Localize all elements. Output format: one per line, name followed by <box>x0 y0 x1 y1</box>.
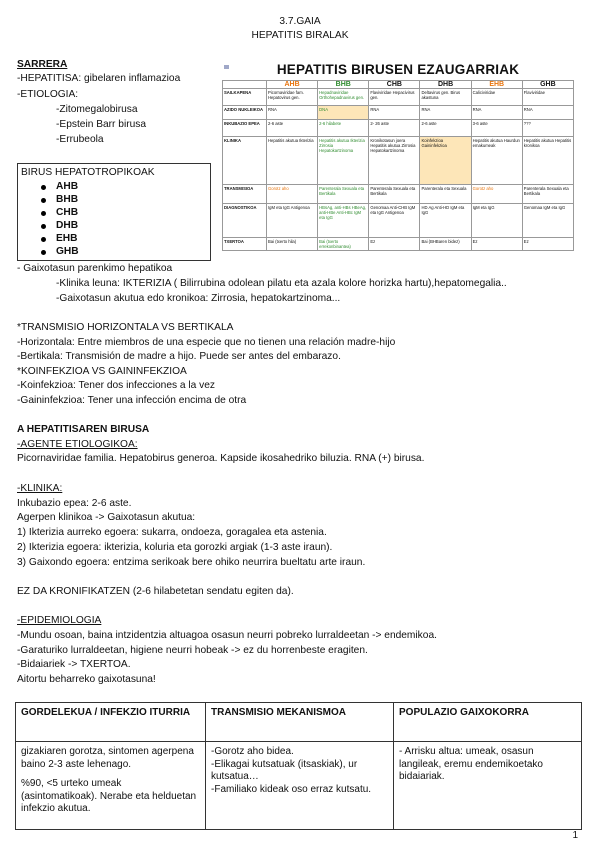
virus-item: CHB <box>56 207 79 218</box>
table-cell: Flaviviridae Hepacivirus gen. <box>369 89 420 106</box>
virus-item: AHB <box>56 181 79 192</box>
table-cell: RNA <box>420 106 471 120</box>
clinic-line: Agerpen klinikoa -> Gaixotasun akutua: <box>17 512 196 523</box>
table-cell <box>394 742 582 830</box>
table-cell: Gorotz aho <box>471 185 522 204</box>
column-header: EHB <box>471 81 522 89</box>
table-cell: Koinfekzioa Gaininfekzioa <box>420 137 471 185</box>
table-cell: Kronikotasun joera Hepatitis akutua Zirrosia Hepatokartzinoma <box>369 137 420 185</box>
table-cell: Parenterala Sexuala eta Bertikala <box>369 185 420 204</box>
page-title: HEPATITIS BIRALAK <box>251 30 349 41</box>
row-label: TXERTOA <box>223 238 267 251</box>
etiology-item: -Zitomegalobirusa <box>56 104 138 115</box>
hepatotropic-virus-box <box>17 163 211 261</box>
table-cell: RNA <box>369 106 420 120</box>
table-cell: DNA <box>318 106 369 120</box>
section-heading-hepa: A HEPATITISAREN BIRUSA <box>17 424 150 435</box>
transmission-line: -Horizontala: Entre miembros de una especie que no tienen una relación madre-hijo <box>17 337 396 348</box>
table-cell: 2-6 aste <box>267 120 318 137</box>
clinical-sub: -Klinika leuna: IKTERIZIA ( Bilirrubina odolean pilatu eta azala kolore horizka hartu),hepatomegalia.. <box>56 278 507 289</box>
table-cell: Ez <box>522 238 573 251</box>
table-cell: Bai (txerto hila) <box>267 238 318 251</box>
image-title: HEPATITIS BIRUSEN EZAUGARRIAK <box>276 62 520 77</box>
row-label: AZIDO NUKLEIKOA <box>223 106 267 120</box>
table-cell: Parenterala Sexuala eta Bertikala <box>522 185 573 204</box>
mechanism-text: -Gorotz aho bidea. <box>211 746 294 757</box>
table-cell: Deltavirus gen. Birus akastuna <box>420 89 471 106</box>
clinic-heading: -KLINIKA: <box>17 483 63 494</box>
table-cell: Hepadnaviridae Orthohepadnavirus gen. <box>318 89 369 106</box>
row-label: SAILKAPENA <box>223 89 267 106</box>
mechanism-text: -Elikagai kutsatuak (itsaskiak), ur kutsatua… <box>211 758 358 782</box>
table-cell <box>16 742 206 830</box>
epidemiology-line: -Mundu osoan, baina intzidentzia altuagoa osasun neurri pobreko lurraldeetan -> endemikoa. <box>17 630 437 641</box>
table-cell: 2-6 hilabete <box>318 120 369 137</box>
table-cell: Bai (txerto errekonbinantea) <box>318 238 369 251</box>
column-header: CHB <box>369 81 420 89</box>
chapter-number: 3.7.GAIA <box>279 16 321 27</box>
table-cell: RNA <box>522 106 573 120</box>
table-cell: Caliciviridae <box>471 89 522 106</box>
table-cell: RNA <box>471 106 522 120</box>
table-cell <box>206 742 394 830</box>
table-cell: Ez <box>471 238 522 251</box>
etiology-item: -Errubeola <box>56 134 104 145</box>
table-cell: IgM eta IgG <box>471 204 522 238</box>
page-number: 1 <box>572 830 578 841</box>
column-header: DHB <box>420 81 471 89</box>
clinic-line: 3) Gaixondo egoera: entzima serikoak bere ohiko neurrira bueltatu arte iraun. <box>17 557 366 568</box>
hepatitis-definition: -HEPATITISA: gibelaren inflamazioa <box>17 73 181 84</box>
table-cell: Hepatitis akutua Haurdun emakumeak <box>471 137 522 185</box>
virus-item: GHB <box>56 246 79 257</box>
no-chronic-note: EZ DA KRONIFIKATZEN (2-6 hilabetetan sendatu egiten da). <box>17 586 294 597</box>
reservoir-text: gizakiaren gorotza, sintomen agerpena baino 2-3 aste lehenago. <box>21 746 194 770</box>
table-cell: HBsAg, anti-HBs HBeAg, anti-HBe Anti-HBc IgM eta IgG <box>318 204 369 238</box>
virus-item: BHB <box>56 194 79 205</box>
table-cell: HD Ag Anti-HD IgM eta IgG <box>420 204 471 238</box>
table-cell: ??? <box>522 120 573 137</box>
epidemiology-table <box>15 702 582 830</box>
population-text: - Arrisku altua: umeak, osasun langileak, eremu endemikoetako bidaiariak. <box>399 746 543 782</box>
table-header: TRANSMISIO MEKANISMOA <box>206 703 394 742</box>
clinical-line: - Gaixotasun parenkimo hepatikoa <box>17 263 173 274</box>
table-cell: Hepatitis akutua Ikterizia <box>267 137 318 185</box>
table-cell: Genomaa Anti-CHB IgM eta IgG Antigenoa <box>369 204 420 238</box>
clinic-line: 1) Ikterizia aurreko egoera: sukarra, ondoeza, goragalea eta astenia. <box>17 527 327 538</box>
row-label: INKUBAZIO EPEA <box>223 120 267 137</box>
table-cell: Picornaviridae fam. Hepatovirus gen. <box>267 89 318 106</box>
clinic-line: 2) Ikterizia egoera: ikterizia, koluria eta gorozki argiak (1-3 aste iraun). <box>17 542 333 553</box>
column-header: GHB <box>522 81 573 89</box>
table-cell: 2- 26 aste <box>369 120 420 137</box>
reservoir-text: %90, <5 urteko umeak (asintomatikoak). Nerabe eta helduetan infekzio akutua. <box>21 778 197 814</box>
epidemiology-line: Aitortu beharreko gaixotasuna! <box>17 674 156 685</box>
coinfection-heading: *KOINFEKZIOA VS GAININFEKZIOA <box>17 366 187 377</box>
virus-item: EHB <box>56 233 78 244</box>
transmission-heading: *TRANSMISIO HORIZONTALA VS BERTIKALA <box>17 322 234 333</box>
row-label: TRANSMISIOA <box>223 185 267 204</box>
table-cell: Bai (BHBaren bidez) <box>420 238 471 251</box>
table-cell: Genomaa IgM eta IgG <box>522 204 573 238</box>
table-cell: Parenterala eta Sexuala <box>420 185 471 204</box>
table-cell: Parenterala Sexuala eta Bertikala <box>318 185 369 204</box>
table-cell: Gorotz aho <box>267 185 318 204</box>
table-cell: RNA <box>267 106 318 120</box>
hepatitis-characteristics-image <box>220 60 576 260</box>
epidemiology-line: -Garaturiko lurraldeetan, higiene neurri hobeak -> ez du horrenbeste eragiten. <box>17 645 368 656</box>
table-cell: Flaviviridae <box>522 89 573 106</box>
table-cell: 2-6 aste <box>420 120 471 137</box>
transmission-line: -Bertikala: Transmisión de madre a hijo. Puede ser antes del embarazo. <box>17 351 341 362</box>
box-title: BIRUS HEPATOTROPIKOAK <box>21 167 155 178</box>
agent-heading: -AGENTE ETIOLOGIKOA: <box>17 439 138 450</box>
characteristics-table <box>222 80 574 251</box>
table-cell: Hepatitis akutua Ikterizia Zirrosia Hepatokartzinoma <box>318 137 369 185</box>
mechanism-text: -Familiako kideak oso erraz kutsatu. <box>211 783 372 795</box>
etiology-item: -Epstein Barr birusa <box>56 119 147 130</box>
epidemiology-heading: -EPIDEMIOLOGIA <box>17 615 102 626</box>
agent-text: Picornaviridae familia. Hepatobirus generoa. Kapside ikosahedriko biluzia. RNA (+) birusa. <box>17 453 425 464</box>
table-header: GORDELEKUA / INFEKZIO ITURRIA <box>16 703 206 742</box>
table-header: POPULAZIO GAIXOKORRA <box>394 703 582 742</box>
transmission-line: -Koinfekzioa: Tener dos infecciones a la vez <box>17 380 216 391</box>
table-cell: 3-6 aste <box>471 120 522 137</box>
column-header: AHB <box>267 81 318 89</box>
transmission-line: -Gaininfekzioa: Tener una infección encima de otra <box>17 395 247 406</box>
epidemiology-line: -Bidaiariek -> TXERTOA. <box>17 659 131 670</box>
table-cell: Hepatitis akutua Hepatitis kronikoa <box>522 137 573 185</box>
clinic-line: Inkubazio epea: 2-6 aste. <box>17 498 132 509</box>
virus-item: DHB <box>56 220 79 231</box>
column-header: BHB <box>318 81 369 89</box>
table-cell: IgM eta IgG Antigenoa <box>267 204 318 238</box>
row-label: KLINIKA <box>223 137 267 185</box>
corner-cell <box>223 81 267 89</box>
row-label: DIAGNOSTIKOA <box>223 204 267 238</box>
section-heading-sarrera: SARRERA <box>17 59 68 70</box>
table-cell: Ez <box>369 238 420 251</box>
clinical-sub: -Gaixotasun akutua edo kronikoa: Zirrosia, hepatokartzinoma... <box>56 293 341 304</box>
etiology-label: -ETIOLOGIA: <box>17 89 79 100</box>
